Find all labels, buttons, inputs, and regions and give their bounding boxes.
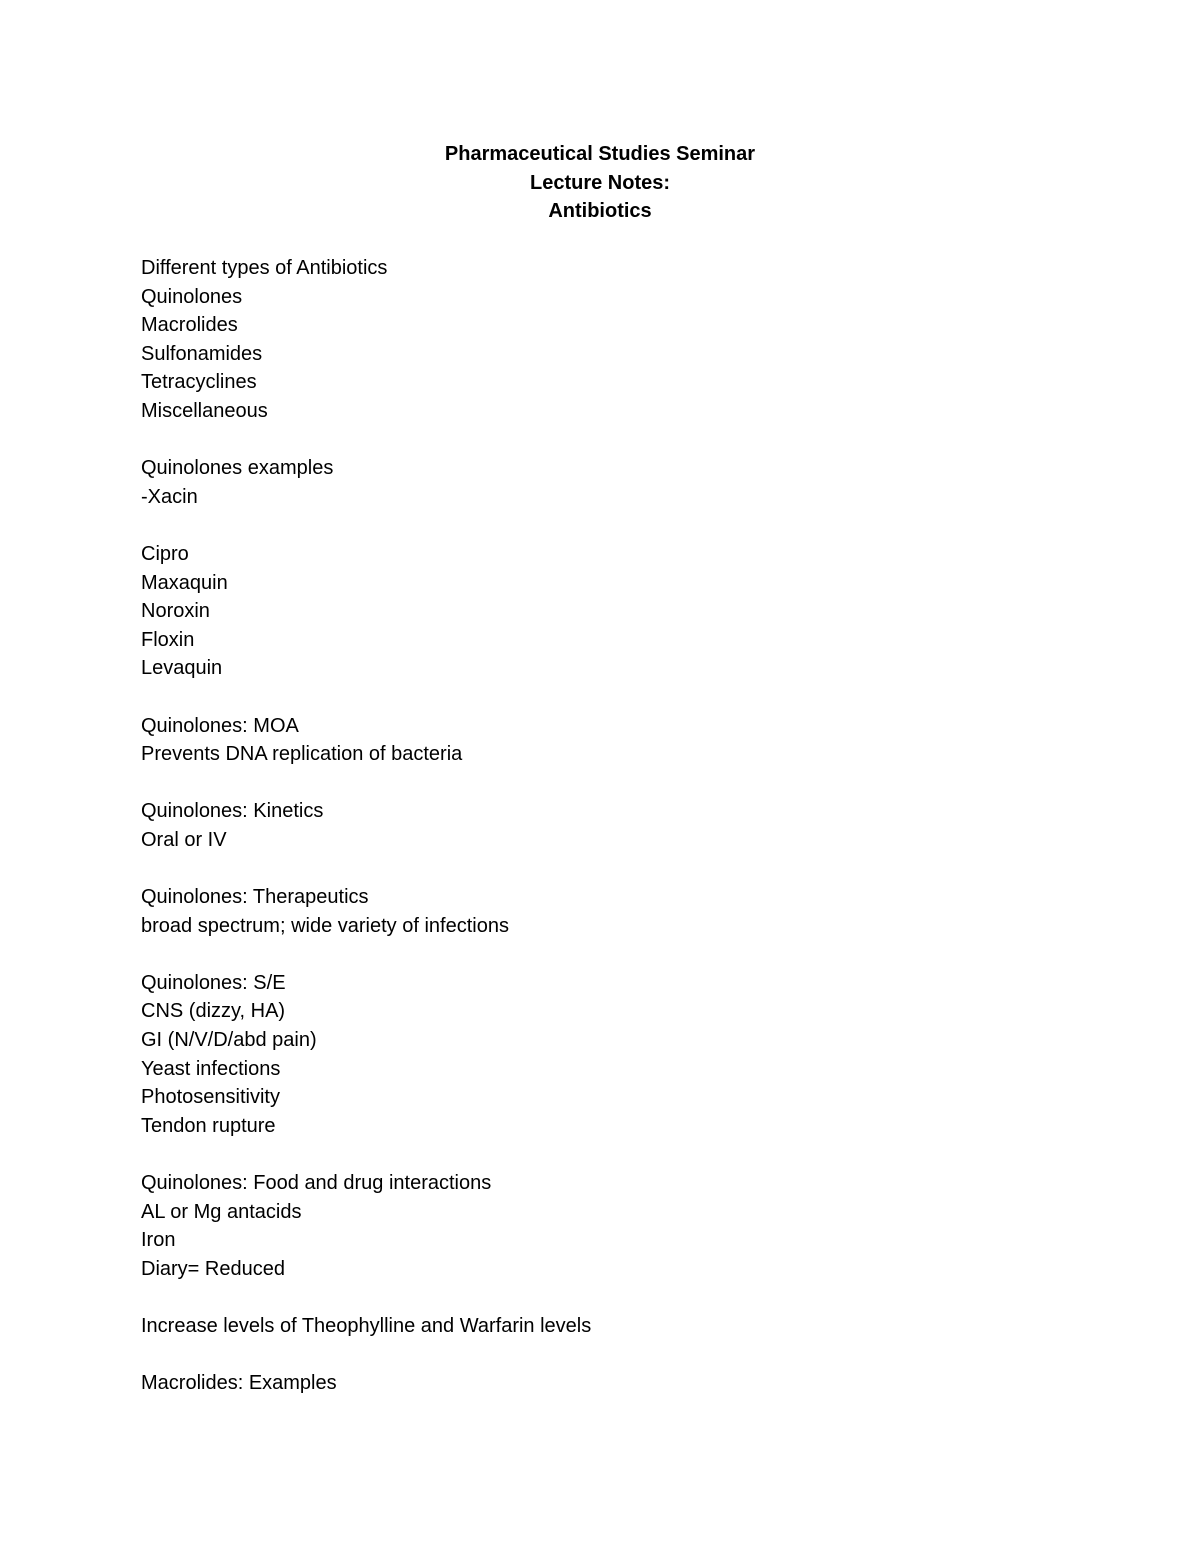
section-line: Tetracyclines — [141, 371, 257, 394]
section-line: Levaquin — [141, 657, 223, 680]
section-line: Iron — [141, 1229, 176, 1252]
section-line: Photosensitivity — [141, 1086, 280, 1109]
notes-section — [141, 712, 1141, 769]
section-line: broad spectrum; wide variety of infections — [141, 914, 509, 937]
section-line: Miscellaneous — [141, 399, 268, 422]
section-line: CNS (dizzy, HA) — [141, 1000, 286, 1023]
section-heading: Increase levels of Theophylline and Warfarin levels — [141, 1314, 592, 1337]
title-block — [0, 140, 1200, 226]
section-line: Noroxin — [141, 600, 210, 623]
section-heading: Quinolones examples — [141, 457, 334, 480]
section-line: Floxin — [141, 628, 195, 651]
section-heading: Quinolones: Therapeutics — [141, 886, 369, 909]
section-line: Sulfonamides — [141, 342, 263, 365]
section-line: -Xacin — [141, 485, 198, 508]
section-line: Prevents DNA replication of bacteria — [141, 743, 463, 766]
notes-section — [141, 1369, 1141, 1398]
section-line: GI (N/V/D/abd pain) — [141, 1029, 317, 1052]
lecture-notes-body — [141, 254, 1141, 1426]
section-heading: Quinolones: Kinetics — [141, 800, 324, 823]
notes-section — [141, 254, 1141, 426]
notes-section — [141, 540, 1141, 683]
notes-section — [141, 797, 1141, 854]
page-title: Pharmaceutical Studies Seminar — [444, 143, 756, 165]
section-heading: Quinolones: MOA — [141, 714, 299, 737]
section-line: Tendon rupture — [141, 1114, 276, 1137]
section-heading: Different types of Antibiotics — [141, 257, 388, 279]
page-subtitle: Lecture Notes: — [529, 171, 671, 194]
section-heading: Quinolones: Food and drug interactions — [141, 1172, 492, 1194]
section-line: Maxaquin — [141, 571, 228, 594]
notes-section — [141, 1312, 1141, 1341]
section-line: Oral or IV — [141, 828, 227, 851]
section-line: Quinolones — [141, 285, 243, 308]
section-heading: Quinolones: S/E — [141, 971, 286, 994]
page-topic: Antibiotics — [548, 200, 652, 223]
section-heading: Macrolides: Examples — [141, 1372, 337, 1395]
notes-section — [141, 454, 1141, 511]
section-line: Diary= Reduced — [141, 1257, 285, 1280]
section-line: Macrolides — [141, 314, 238, 337]
notes-section — [141, 883, 1141, 940]
section-heading: Cipro — [141, 542, 189, 565]
section-line: Yeast infections — [141, 1057, 281, 1080]
notes-section — [141, 1169, 1141, 1283]
notes-section — [141, 969, 1141, 1141]
section-line: AL or Mg antacids — [141, 1200, 302, 1223]
